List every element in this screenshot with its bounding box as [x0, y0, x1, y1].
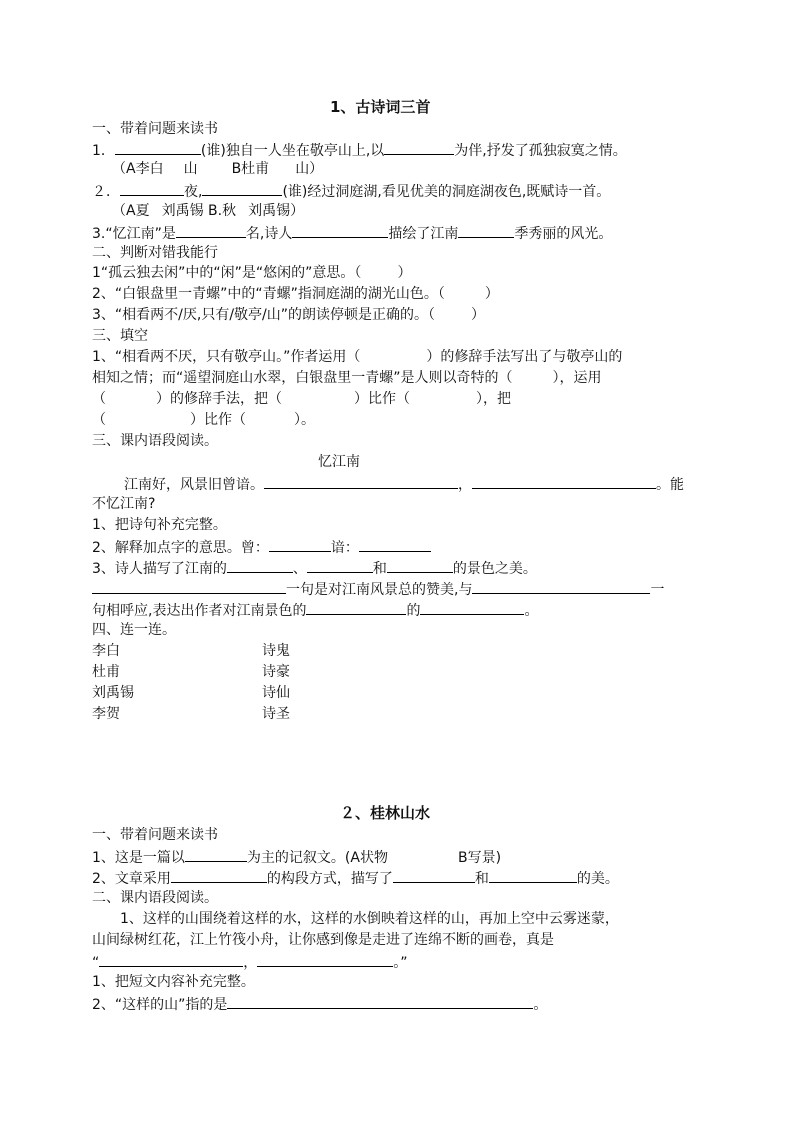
passage-line-1: 1、这样的山围绕着这样的水，这样的水倒映着这样的山，再加上空中云雾迷蒙， — [120, 911, 619, 927]
answer-blank[interactable] — [176, 223, 246, 238]
reading-q4: 一句是对江南风景总的赞美,与 一 — [92, 579, 664, 599]
answer-blank[interactable] — [202, 181, 282, 196]
reading-q1: 1、把诗句补充完整。 — [92, 517, 227, 533]
answer-blank[interactable] — [171, 868, 267, 883]
section-heading: 三、课内语段阅读。 — [92, 433, 218, 449]
answer-blank[interactable] — [92, 579, 286, 594]
l2-reading-q2: 2、“这样的山”指的是 。 — [92, 994, 547, 1014]
match-left[interactable]: 李贺 — [92, 706, 120, 722]
question-2: ２． 夜, (谁)经过洞庭湖,看见优美的洞庭湖夜色,既赋诗一首。 — [92, 181, 610, 201]
match-left[interactable]: 刘禹锡 — [92, 685, 134, 701]
fill-line-1: 1、“相看两不厌，只有敬亭山。”作者运用（ ）的修辞手法写出了与敬亭山的 — [92, 349, 623, 365]
fill-line-3: （ ）的修辞手法，把（ ）比作（ ），把 — [92, 391, 511, 407]
l2-reading-q1: 1、把短文内容补充完整。 — [92, 974, 255, 990]
judge-item-2: 2、“白银盘里一青螺”中的“青螺”指洞庭湖的湖光山色。（ ） — [92, 286, 499, 302]
match-right[interactable]: 诗豪 — [262, 664, 290, 680]
answer-blank[interactable] — [458, 223, 514, 238]
answer-blank[interactable] — [185, 847, 247, 862]
answer-blank[interactable] — [472, 579, 650, 594]
section-heading: 四、连一连。 — [92, 622, 176, 638]
passage-line-3: “ ， 。” — [92, 952, 408, 972]
match-right[interactable]: 诗鬼 — [262, 643, 290, 659]
poem-title: 忆江南 — [318, 454, 360, 470]
reading-q2: 2、解释加点字的意思。曾： 谙： — [92, 537, 431, 557]
l2-question-1: 1、这是一篇以 为主的记叙文。(A状物 B写景) — [92, 847, 501, 867]
answer-blank[interactable] — [227, 558, 293, 573]
answer-blank[interactable] — [115, 140, 201, 155]
answer-blank[interactable] — [292, 223, 388, 238]
answer-blank[interactable] — [384, 140, 454, 155]
answer-blank[interactable] — [99, 952, 243, 967]
answer-blank[interactable] — [120, 181, 184, 196]
answer-blank[interactable] — [472, 474, 656, 489]
fill-line-2: 相知之情；而“遥望洞庭山水翠，白银盘里一青螺”是人则以奇特的（ ），运用 — [92, 370, 602, 386]
poem-line-1: 江南好，风景旧曾谙。 ， 。能 — [124, 474, 684, 494]
match-right[interactable]: 诗圣 — [262, 706, 290, 722]
answer-blank[interactable] — [393, 868, 475, 883]
fill-line-4: （ ）比作（ ）。 — [92, 412, 315, 428]
answer-blank[interactable] — [387, 558, 453, 573]
answer-blank[interactable] — [264, 474, 458, 489]
answer-blank[interactable] — [359, 537, 431, 552]
question-1: 1． (谁)独自一人坐在敬亭山上,以 为伴,抒发了孤独寂寞之情。 — [92, 140, 627, 160]
answer-blank[interactable] — [307, 558, 373, 573]
lesson1-title: 1、古诗词三首 — [330, 98, 431, 116]
answer-blank[interactable] — [257, 952, 393, 967]
question-1-options: （A李白 山 B杜甫 山） — [112, 161, 324, 177]
judge-item-3: 3、“相看两不/厌,只有/敬亭/山”的朗读停顿是正确的。（ ） — [92, 307, 486, 323]
poem-line-2: 不忆江南? — [92, 496, 156, 512]
answer-blank[interactable] — [420, 600, 524, 615]
question-3: 3.“忆江南”是 名,诗人 描绘了江南 季秀丽的风光。 — [92, 223, 612, 243]
l2-question-2: 2、文章采用 的构段方式，描写了 和 的美。 — [92, 868, 619, 888]
match-left[interactable]: 杜甫 — [92, 664, 120, 680]
section-heading: 一、带着问题来读书 — [92, 121, 218, 137]
answer-blank[interactable] — [269, 537, 331, 552]
passage-line-2: 山间绿树红花，江上竹筏小舟，让你感到像是走进了连绵不断的画卷，真是 — [92, 932, 554, 948]
question-2-options: （A夏 刘禹锡 B.秋 刘禹锡） — [112, 203, 305, 219]
reading-q3: 3、诗人描写了江南的 、 和 的景色之美。 — [92, 558, 537, 578]
answer-blank[interactable] — [489, 868, 577, 883]
match-left[interactable]: 李白 — [92, 643, 120, 659]
section-heading: 一、带着问题来读书 — [92, 827, 218, 843]
reading-q4-cont: 句相呼应,表达出作者对江南景色的 的 。 — [92, 600, 538, 620]
match-right[interactable]: 诗仙 — [262, 685, 290, 701]
lesson2-title: ２、桂林山水 — [340, 804, 431, 822]
section-heading: 三、填空 — [92, 328, 148, 344]
section-heading: 二、课内语段阅读。 — [92, 890, 218, 906]
section-heading: 二、判断对错我能行 — [92, 245, 218, 261]
judge-item-1: 1“孤云独去闲”中的“闲”是“悠闲的”意思。（ ） — [92, 265, 412, 281]
answer-blank[interactable] — [306, 600, 406, 615]
answer-blank[interactable] — [227, 994, 533, 1009]
